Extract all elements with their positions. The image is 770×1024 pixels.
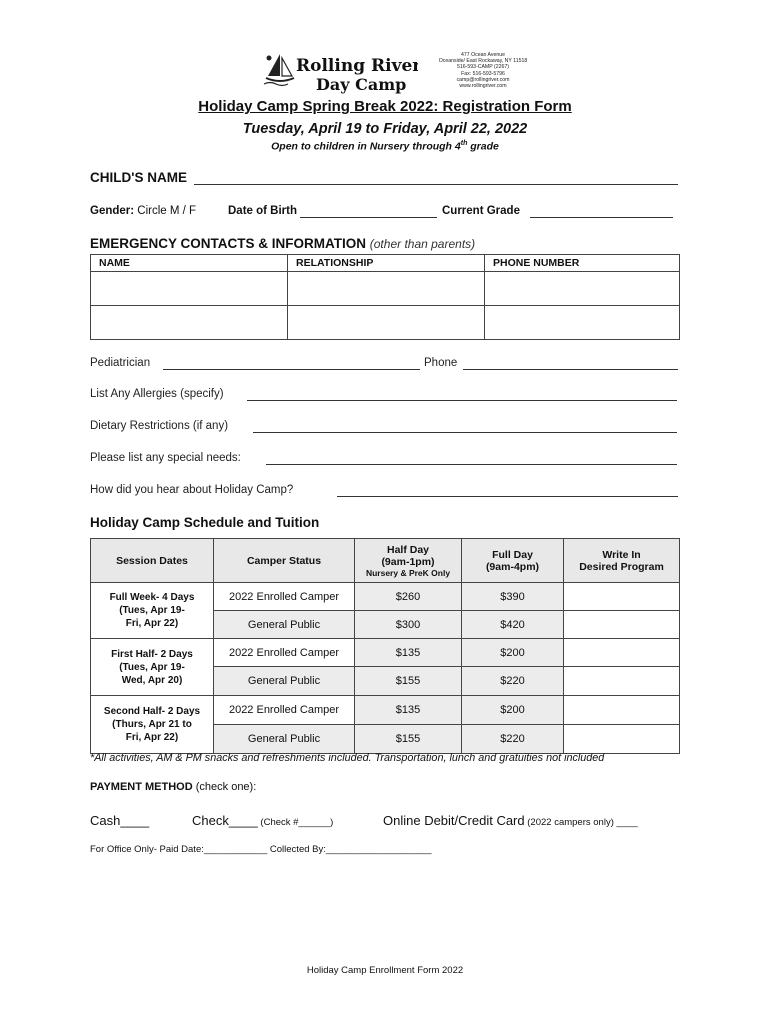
camper-status-cell: General Public xyxy=(214,667,355,696)
contact-name-cell[interactable] xyxy=(91,306,288,340)
address-line: 477 Ocean Avenue xyxy=(460,52,506,58)
special-needs-field[interactable] xyxy=(266,464,677,465)
emergency-heading: EMERGENCY CONTACTS & INFORMATION (other than parents) xyxy=(90,236,476,251)
contact-phone-cell[interactable] xyxy=(485,306,680,340)
full-day-price-cell: $420 xyxy=(462,611,564,639)
dob-label: Date of Birth xyxy=(228,205,297,217)
office-use-line: For Office Only- Paid Date:____________ Collected By:____________________ xyxy=(90,844,432,855)
col-camper-status: Camper Status xyxy=(214,539,355,583)
write-in-cell[interactable] xyxy=(564,583,680,611)
half-day-price-cell: $155 xyxy=(355,667,462,696)
allergies-label: List Any Allergies (specify) xyxy=(90,388,224,400)
eligibility-note: Open to children in Nursery through 4th grade xyxy=(271,140,499,153)
contact-name-cell[interactable] xyxy=(91,272,288,306)
contact-relationship-cell[interactable] xyxy=(288,272,485,306)
half-day-price-cell: $135 xyxy=(355,696,462,725)
dietary-label: Dietary Restrictions (if any) xyxy=(90,420,229,432)
col-relationship: RELATIONSHIP xyxy=(288,255,485,272)
heard-about-label: How did you hear about Holiday Camp? xyxy=(90,484,294,496)
table-row xyxy=(91,583,680,611)
full-day-price-cell: $200 xyxy=(462,639,564,667)
col-half-day: Half Day (9am-1pm) Nursery & PreK Only xyxy=(355,539,462,583)
allergies-field[interactable] xyxy=(247,400,677,401)
address-line: Fax: 516-593-5796 xyxy=(461,70,505,77)
address-line: camp@rollingriver.com xyxy=(456,76,510,83)
payment-cash-option[interactable]: Cash____ xyxy=(90,813,150,828)
session-dates-cell: First Half- 2 Days (Tues, Apr 19- Wed, Apr 20) xyxy=(91,639,214,696)
col-session-dates: Session Dates xyxy=(91,539,214,583)
sailboat-logo-icon xyxy=(262,50,418,96)
table-row xyxy=(91,272,680,306)
camper-status-cell: 2022 Enrolled Camper xyxy=(214,583,355,611)
camper-status-cell: General Public xyxy=(214,611,355,639)
camp-dates: Tuesday, April 19 to Friday, April 22, 2022 xyxy=(242,121,528,137)
schedule-heading: Holiday Camp Schedule and Tuition xyxy=(90,515,320,530)
camp-address xyxy=(428,52,538,89)
payment-online-option[interactable]: Online Debit/Credit Card (2022 campers only) ____ xyxy=(383,813,638,828)
special-needs-label: Please list any special needs: xyxy=(90,452,241,464)
session-dates-cell: Full Week- 4 Days (Tues, Apr 19- Fri, Apr 22) xyxy=(91,583,214,639)
heard-about-field[interactable] xyxy=(337,496,678,497)
table-row xyxy=(91,639,680,667)
half-day-price-cell: $260 xyxy=(355,583,462,611)
col-write-in: Write In Desired Program xyxy=(564,539,680,583)
table-row xyxy=(91,306,680,340)
pediatrician-phone-label: Phone xyxy=(424,357,458,369)
col-phone: PHONE NUMBER xyxy=(485,255,680,272)
pediatrician-field[interactable] xyxy=(163,369,420,370)
full-day-price-cell: $200 xyxy=(462,696,564,725)
schedule-note: *All activities, AM & PM snacks and refreshments included. Transportation, lunch and gratuities not included xyxy=(90,752,605,764)
camp-logo xyxy=(262,50,418,96)
contact-relationship-cell[interactable] xyxy=(288,306,485,340)
emergency-contacts-table xyxy=(90,254,680,340)
address-line: 516-593-CAMP (2267) xyxy=(456,64,510,71)
write-in-cell[interactable] xyxy=(564,639,680,667)
half-day-price-cell: $135 xyxy=(355,639,462,667)
write-in-cell[interactable] xyxy=(564,725,680,754)
full-day-price-cell: $220 xyxy=(462,667,564,696)
dietary-field[interactable] xyxy=(253,432,677,433)
logo-text-line2: Day Camp xyxy=(316,75,407,94)
page-footer: Holiday Camp Enrollment Form 2022 xyxy=(306,965,464,976)
address-line: www.rollingriver.com xyxy=(459,83,507,90)
camper-status-cell: General Public xyxy=(214,725,355,754)
full-day-price-cell: $390 xyxy=(462,583,564,611)
child-name-label: CHILD'S NAME xyxy=(90,170,187,185)
schedule-table xyxy=(90,538,680,754)
payment-check-option[interactable]: Check____ (Check #______) xyxy=(192,813,334,828)
table-row xyxy=(91,696,680,725)
gender-field[interactable]: Gender: Circle M / F xyxy=(90,205,197,217)
session-dates-cell: Second Half- 2 Days (Thurs, Apr 21 to Fri, Apr 22) xyxy=(91,696,214,754)
child-name-field[interactable] xyxy=(194,184,678,185)
write-in-cell[interactable] xyxy=(564,696,680,725)
pediatrician-phone-field[interactable] xyxy=(463,369,678,370)
col-full-day: Full Day (9am-4pm) xyxy=(462,539,564,583)
payment-heading: PAYMENT METHOD (check one): xyxy=(90,781,257,793)
half-day-price-cell: $300 xyxy=(355,611,462,639)
camper-status-cell: 2022 Enrolled Camper xyxy=(214,696,355,725)
form-title: Holiday Camp Spring Break 2022: Registration Form xyxy=(198,98,572,115)
col-name: NAME xyxy=(91,255,288,272)
half-day-price-cell: $155 xyxy=(355,725,462,754)
pediatrician-label: Pediatrician xyxy=(90,357,151,369)
write-in-cell[interactable] xyxy=(564,611,680,639)
dob-field[interactable] xyxy=(300,217,437,218)
write-in-cell[interactable] xyxy=(564,667,680,696)
full-day-price-cell: $220 xyxy=(462,725,564,754)
address-line: Oceanside/ East Rockaway, NY 11518 xyxy=(438,58,528,65)
grade-field[interactable] xyxy=(530,217,673,218)
grade-label: Current Grade xyxy=(442,205,520,217)
camper-status-cell: 2022 Enrolled Camper xyxy=(214,639,355,667)
logo-text-line1: Rolling River xyxy=(296,56,418,76)
contact-phone-cell[interactable] xyxy=(485,272,680,306)
